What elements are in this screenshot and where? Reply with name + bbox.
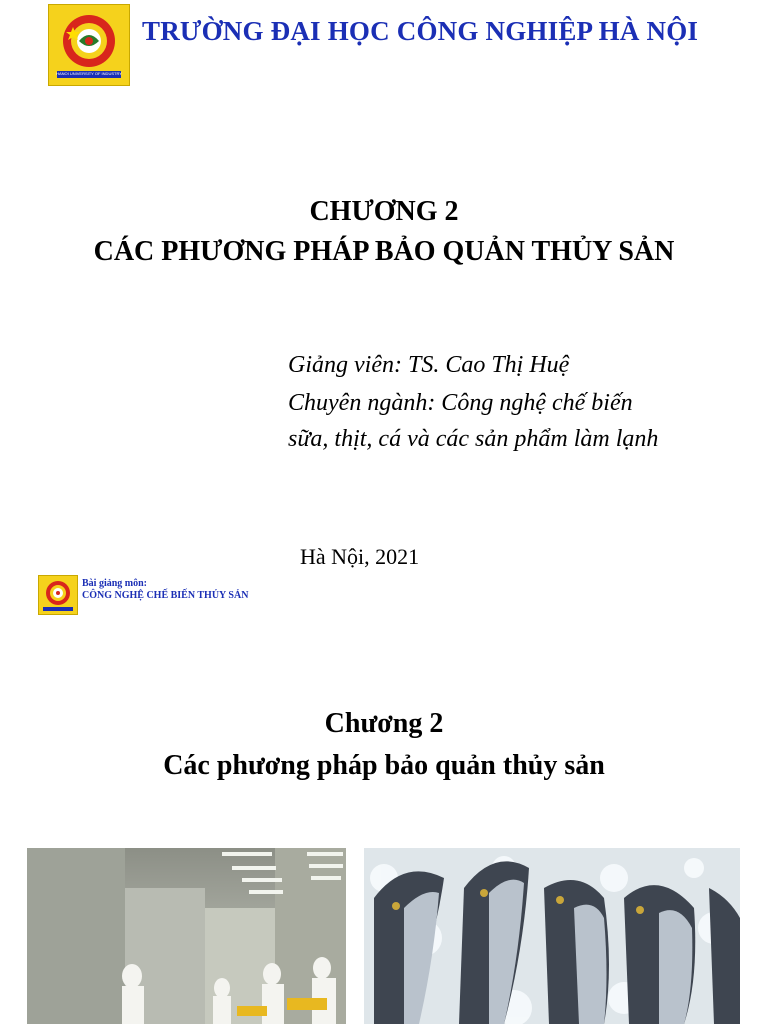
fish-on-ice-photo xyxy=(364,848,740,1024)
slide2-chapter-heading: Chương 2 xyxy=(324,708,444,739)
university-name: TRƯỜNG ĐẠI HỌC CÔNG NGHIỆP HÀ NỘI xyxy=(142,16,699,46)
fish-on-ice-image xyxy=(364,848,740,1024)
chapter-heading: CHƯƠNG 2 xyxy=(309,196,459,227)
chapter-title: CÁC PHƯƠNG PHÁP BẢO QUẢN THỦY SẢN xyxy=(93,236,675,267)
place-year: Hà Nội, 2021 xyxy=(300,544,420,569)
small-university-logo xyxy=(38,575,78,615)
small-logo-emblem-icon xyxy=(39,576,77,614)
major-line-2: sữa, thịt, cá và các sản phẩm làm lạnh xyxy=(288,426,659,452)
logo-caption: HANOI UNIVERSITY OF INDUSTRY xyxy=(56,71,122,76)
processing-plant-image xyxy=(27,848,346,1024)
university-logo xyxy=(48,4,130,86)
processing-plant-photo xyxy=(27,848,346,1024)
slide2-chapter-title: Các phương pháp bảo quản thủy sản xyxy=(163,750,605,781)
course-name: CÔNG NGHỆ CHẾ BIẾN THỦY SẢN xyxy=(82,590,249,601)
major-line-1: Chuyên ngành: Công nghệ chế biến xyxy=(288,390,633,416)
course-label: Bài giảng môn: xyxy=(82,578,148,589)
lecturer-line: Giảng viên: TS. Cao Thị Huệ xyxy=(288,352,570,378)
